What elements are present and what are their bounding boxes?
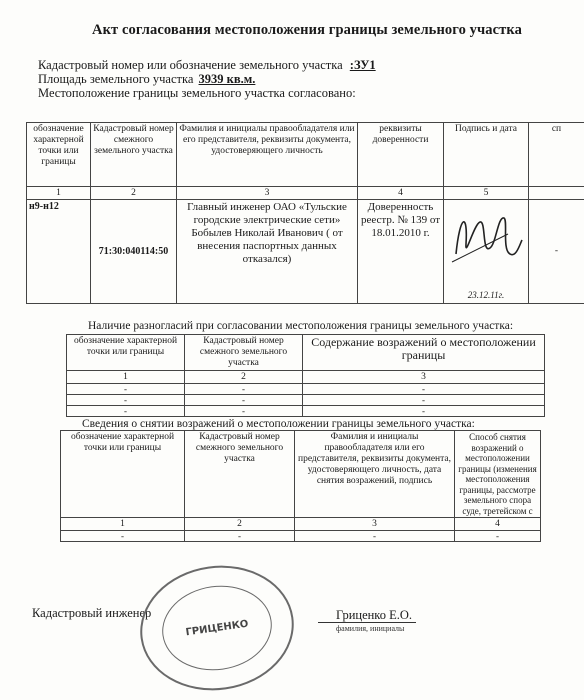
table1-header-row <box>27 123 584 187</box>
table-row <box>27 200 584 304</box>
cadastral-cell: 71:30:040114:50 <box>91 200 177 304</box>
table3-cell: - <box>185 531 295 542</box>
table2-cell: - <box>303 406 545 417</box>
cadastral-value: :ЗУ1 <box>350 58 376 72</box>
engineer-label: Кадастровый инженер <box>32 606 151 621</box>
column-number: 2 <box>185 371 303 384</box>
table3-header: Фамилия и инициалы правообладателя или его представителя, реквизиты документа, удостоверяющего личность, дата снятия возражений, подпись <box>295 431 455 518</box>
objections-title: Сведения о снятии возражений о местоположении границы земельного участка: <box>82 418 475 430</box>
column-number <box>529 187 584 200</box>
signature-mark <box>446 204 526 274</box>
column-number: 3 <box>295 518 455 531</box>
seal-center <box>157 579 278 677</box>
table2-cell: - <box>303 384 545 395</box>
column-number: 2 <box>185 518 295 531</box>
signature-cell <box>444 200 529 304</box>
column-number: 4 <box>358 187 444 200</box>
table3-header: Способ снятия возражений о местоположении границы (изменения местоположения границы, рассмотре земельного спора суде, третейском с <box>455 431 541 518</box>
table1-header: реквизиты доверенности <box>358 123 444 187</box>
table2-cell: - <box>303 395 545 406</box>
table3-cell: - <box>455 531 541 542</box>
area-value: 3939 кв.м. <box>199 72 256 86</box>
table1-header: Фамилия и инициалы правообладателя или его представителя, реквизиты документа, удостоверяющего личность <box>177 123 358 187</box>
table1-number-row <box>27 187 584 200</box>
document-title: Акт согласования местоположения границы земельного участка <box>92 22 522 39</box>
official-seal <box>132 556 302 700</box>
cadastral-label: Кадастровый номер или обозначение земельного участка <box>38 58 343 72</box>
point-cell: н9-н12 <box>27 200 91 304</box>
column-number: 1 <box>61 518 185 531</box>
table-row <box>61 531 541 542</box>
cadastral-line <box>38 58 376 73</box>
table3-number-row <box>61 518 541 531</box>
table2-number-row <box>67 371 545 384</box>
table2-cell: - <box>185 395 303 406</box>
table-row <box>67 406 545 417</box>
column-number: 3 <box>303 371 545 384</box>
disagreements-table <box>66 334 545 417</box>
table3-cell: - <box>61 531 185 542</box>
table2-cell: - <box>67 384 185 395</box>
table2-header: Кадастровый номер смежного земельного участка <box>185 335 303 371</box>
table1-header: Подпись и дата <box>444 123 529 187</box>
table1-header: Кадастровый номер смежного земельного участка <box>91 123 177 187</box>
signature-date: 23.12.11г. <box>468 290 504 300</box>
table2-cell: - <box>67 406 185 417</box>
area-label: Площадь земельного участка <box>38 72 193 86</box>
table3-header: обозначение характерной точки или границы <box>61 431 185 518</box>
table2-cell: - <box>67 395 185 406</box>
power-of-attorney-cell: Доверенность реестр. № 139 от 18.01.2010 г. <box>358 200 444 304</box>
area-line <box>38 72 255 87</box>
table-row <box>67 395 545 406</box>
column-number: 1 <box>27 187 91 200</box>
column-number: 1 <box>67 371 185 384</box>
table3-header-row <box>61 431 541 518</box>
name-caption: фамилия, инициалы <box>336 624 404 633</box>
table1-header: сп <box>529 123 584 187</box>
seal-text: ГРИЦЕНКО <box>185 619 249 637</box>
table3-header: Кадастровый номер смежного земельного участка <box>185 431 295 518</box>
extra-cell: - <box>529 200 584 304</box>
column-number: 5 <box>444 187 529 200</box>
owner-cell: Главный инженер ОАО «Тульские городские электрические сети» Бобылев Николай Иванович ( от внесения паспортных данных отказался) <box>177 200 358 304</box>
disagreements-title: Наличие разногласий при согласовании местоположения границы земельного участка: <box>88 320 513 332</box>
table2-header: обозначение характерной точки или границы <box>67 335 185 371</box>
table2-cell: - <box>185 384 303 395</box>
table2-cell: - <box>185 406 303 417</box>
table2-header-row <box>67 335 545 371</box>
table3-cell: - <box>295 531 455 542</box>
agreed-text: Местоположение границы земельного участка согласовано: <box>38 86 356 101</box>
objections-removal-table <box>60 430 541 542</box>
column-number: 2 <box>91 187 177 200</box>
table2-header: Содержание возражений о местоположении границы <box>303 335 545 371</box>
column-number: 3 <box>177 187 358 200</box>
table1-header: обозначение характерной точки или границы <box>27 123 91 187</box>
agreement-table <box>26 122 584 304</box>
table-row <box>67 384 545 395</box>
column-number: 4 <box>455 518 541 531</box>
engineer-name: Гриценко Е.О. <box>336 608 412 623</box>
